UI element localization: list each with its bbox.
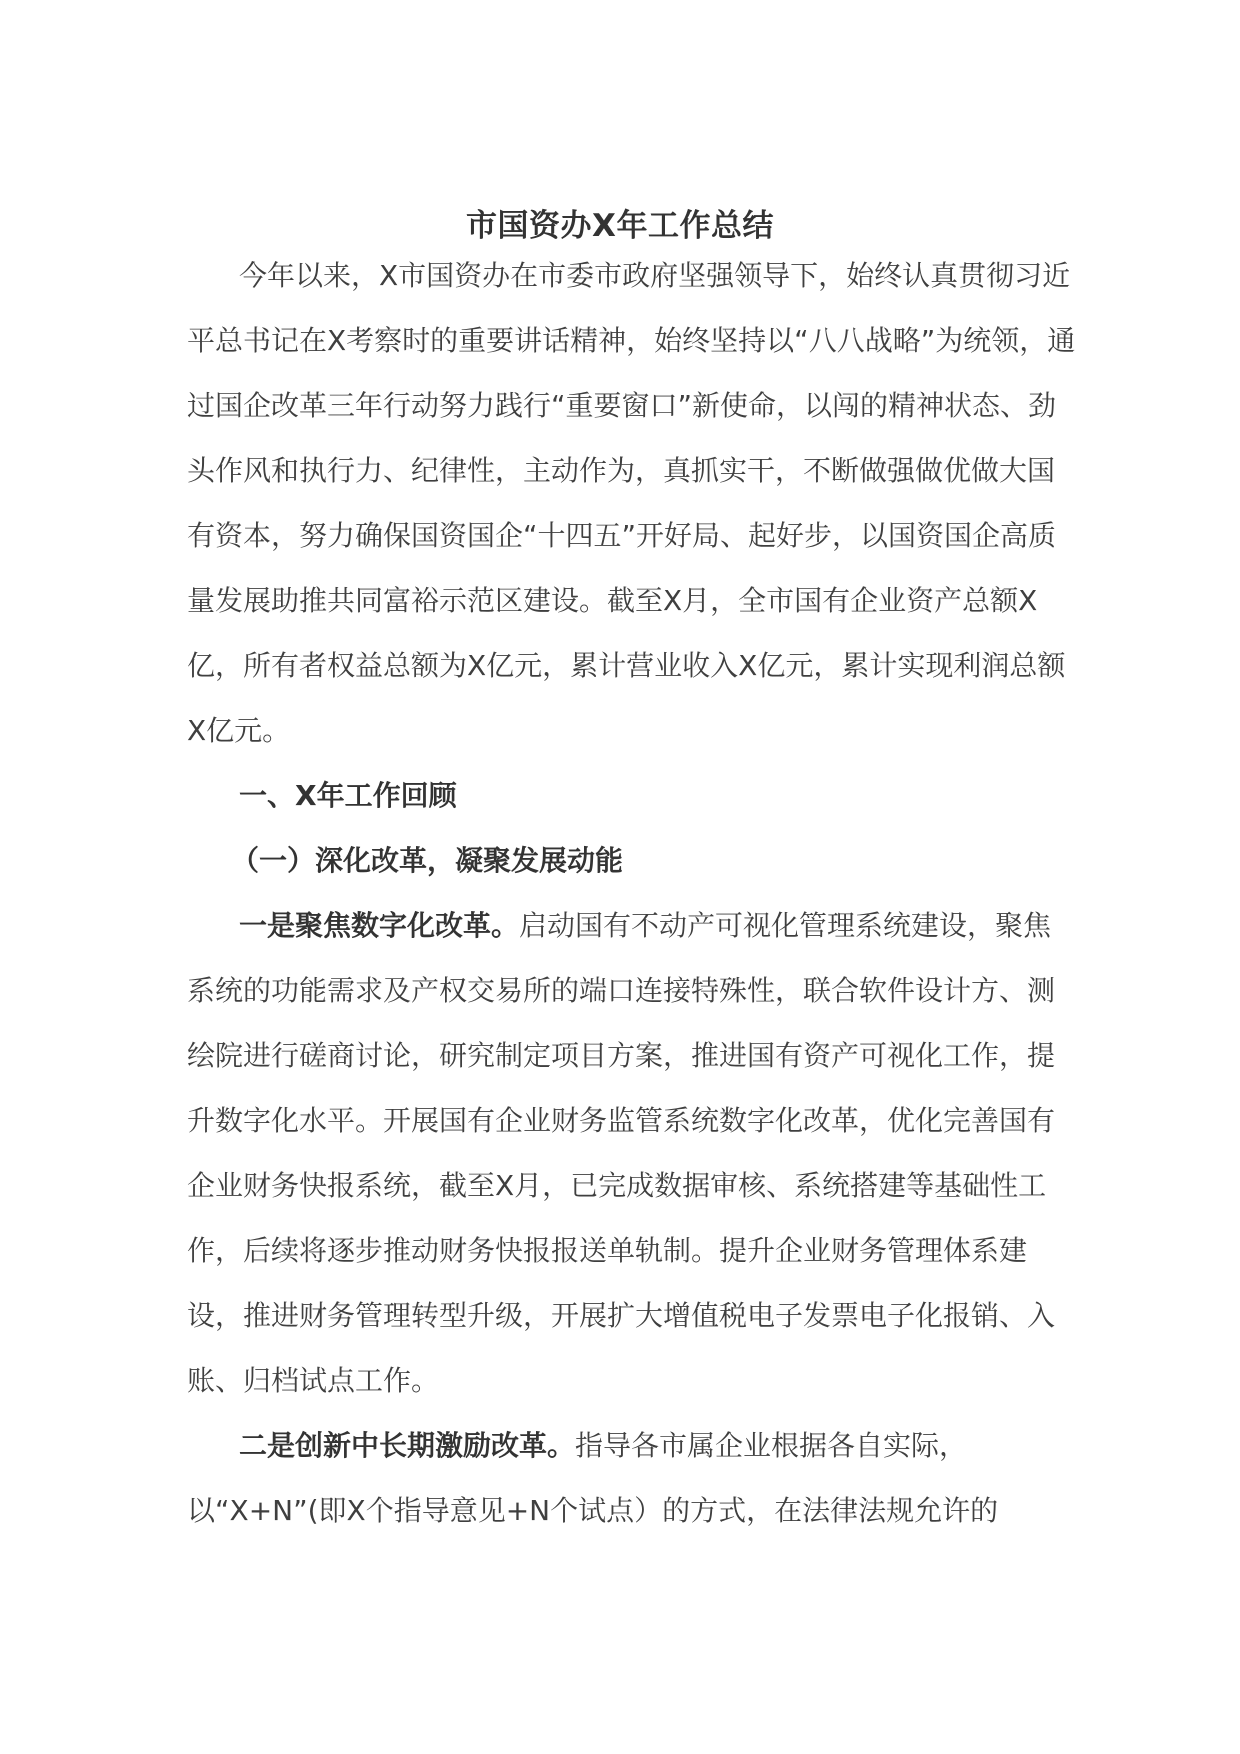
- item-text-1: 启动国有不动产可视化管理系统建设，聚焦系统的功能需求及产权交易所的端口连接特殊性，联合软件设计方、测绘院进行磋商讨论，研究制定项目方案，推进国有资产可视化工作，提升数字化水平。开展国有企业财务监管系统数字化改革，优化完善国有企业财务快报系统，截至X月，已完成数据审核、系统搭建等基础性工作，后续将逐步推动财务快报报送单轨制。提升企业财务管理体系建设，推进财务管理转型升级，开展扩大增值税电子发票电子化报销、入账、归档试点工作。: [187, 909, 1056, 1397]
- item-lead-1: 一是聚焦数字化改革。: [239, 909, 520, 942]
- section-heading: 一、X年工作回顾: [239, 779, 457, 812]
- item-lead-2: 二是创新中长期激励改革。: [239, 1429, 576, 1462]
- item-paragraph-2: [187, 1413, 1077, 1543]
- intro-paragraph: 今年以来，X市国资办在市委市政府坚强领导下，始终认真贯彻习近平总书记在X考察时的重要讲话精神，始终坚持以“八八战略”为统领，通过国企改革三年行动努力践行“重要窗口”新使命，以闯的精神状态、劲头作风和执行力、纪律性，主动作为，真抓实干，不断做强做优做大国有资本，努力确保国资国企“十四五”开好局、起好步，以国资国企高质量发展助推共同富裕示范区建设。截至X月，全市国有企业资产总额X亿，所有者权益总额为X亿元，累计营业收入X亿元，累计实现利润总额X亿元。: [187, 259, 1076, 747]
- subsection-heading: （一）深化改革，凝聚发展动能: [231, 844, 624, 877]
- document-title: 市国资办X年工作总结: [466, 208, 774, 244]
- document-body: [187, 243, 1077, 1543]
- item-paragraph-1: [187, 893, 1077, 1413]
- item-text-2: 指导各市属企业根据各自实际，以“X+N”(即X个指导意见+N个试点）的方式，在法律法规允许的: [187, 1429, 999, 1527]
